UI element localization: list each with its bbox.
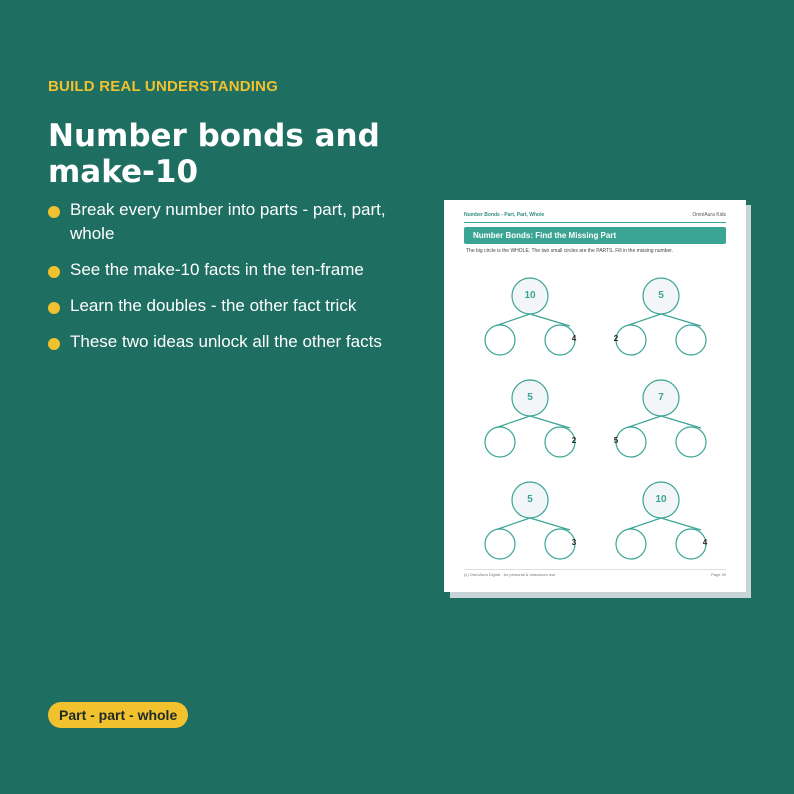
feature-text: Learn the doubles - the other fact trick <box>70 296 357 315</box>
worksheet-copyright: (c) OmniAura Digital - for personal & classroom use <box>464 572 556 577</box>
bond-whole: 5 <box>658 290 664 301</box>
bond-whole: 10 <box>655 494 667 505</box>
number-bond <box>475 278 585 358</box>
bullet-dot-icon <box>48 266 60 278</box>
worksheet-footer <box>464 569 726 580</box>
feature-item <box>48 258 428 282</box>
feature-item <box>48 198 428 246</box>
worksheet-preview <box>444 200 746 592</box>
bond-part-right: 2 <box>571 436 577 445</box>
worksheet-brand: OmniAura Kids <box>692 212 726 218</box>
feature-text: These two ideas unlock all the other facts <box>70 332 382 351</box>
bond-part-right: 3 <box>571 538 577 547</box>
number-bond <box>606 278 716 358</box>
bullet-dot-icon <box>48 302 60 314</box>
bullet-dot-icon <box>48 206 60 218</box>
number-bond <box>606 482 716 562</box>
bond-whole: 5 <box>527 494 533 505</box>
worksheet-instructions: The big circle is the WHOLE. The two small circles are the PARTS. Fill in the missing number. <box>466 248 674 254</box>
bond-part-left: 2 <box>613 334 619 343</box>
feature-text: See the make-10 facts in the ten-frame <box>70 260 364 279</box>
feature-text: Break every number into parts - part, part, whole <box>70 200 386 243</box>
number-bond <box>475 380 585 460</box>
eyebrow-label: BUILD REAL UNDERSTANDING <box>48 78 279 95</box>
page-title: Number bonds and make-10 <box>48 118 380 190</box>
worksheet-header-title: Number Bonds - Part, Part, Whole <box>464 212 545 218</box>
bond-part-left: 5 <box>613 436 619 445</box>
topic-pill: Part - part - whole <box>48 702 188 728</box>
bond-whole: 7 <box>658 392 664 403</box>
feature-item <box>48 294 428 318</box>
bullet-dot-icon <box>48 338 60 350</box>
bond-part-right: 4 <box>571 334 577 343</box>
number-bond <box>475 482 585 562</box>
feature-item <box>48 330 428 354</box>
bond-part-right: 4 <box>702 538 708 547</box>
bond-whole: 10 <box>524 290 536 301</box>
worksheet-page-number: Page 30 <box>711 572 726 577</box>
number-bond <box>606 380 716 460</box>
worksheet-header <box>464 212 726 223</box>
bond-whole: 5 <box>527 392 533 403</box>
feature-list <box>48 198 428 366</box>
worksheet-title-band: Number Bonds: Find the Missing Part <box>464 227 726 244</box>
